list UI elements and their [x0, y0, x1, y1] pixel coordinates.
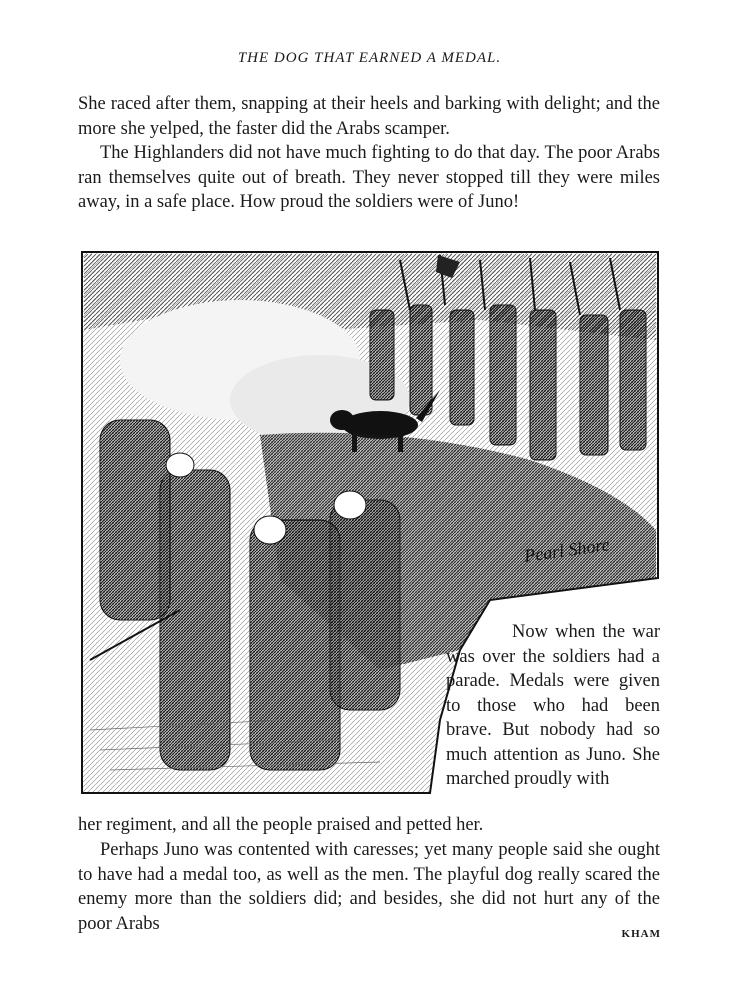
paragraph-3-wrapped — [446, 620, 660, 792]
running-head: THE DOG THAT EARNED A MEDAL. — [237, 50, 502, 66]
catchword: KHAM — [621, 928, 661, 940]
paragraph-3-continuation: her regiment, and all the people praised and petted her. — [78, 815, 484, 835]
paragraph-3-text: Now when the war was over the soldiers had a parade. Medals were given to those who had been brave. But nobody had so much attention as Juno. She marched proudly with — [446, 622, 660, 789]
artist-signature: Pearl Shore — [522, 534, 611, 566]
paragraph-4: Perhaps Juno was contented with caresses; yet many people said she ought to have had a medal too, as well as the men. The playful dog really scared the enemy more than the soldiers did; and besides, she did not hurt any of the poor Arabs — [78, 840, 660, 934]
paragraph-2: The Highlanders did not have much fighting to do that day. The poor Arabs ran themselves quite out of breath. They never stopped till they were miles away, in a safe place. How proud the soldiers were of Juno! — [78, 143, 660, 212]
paragraph-1: She raced after them, snapping at their heels and barking with delight; and the more she yelped, the faster did the Arabs scamper. — [78, 94, 660, 139]
